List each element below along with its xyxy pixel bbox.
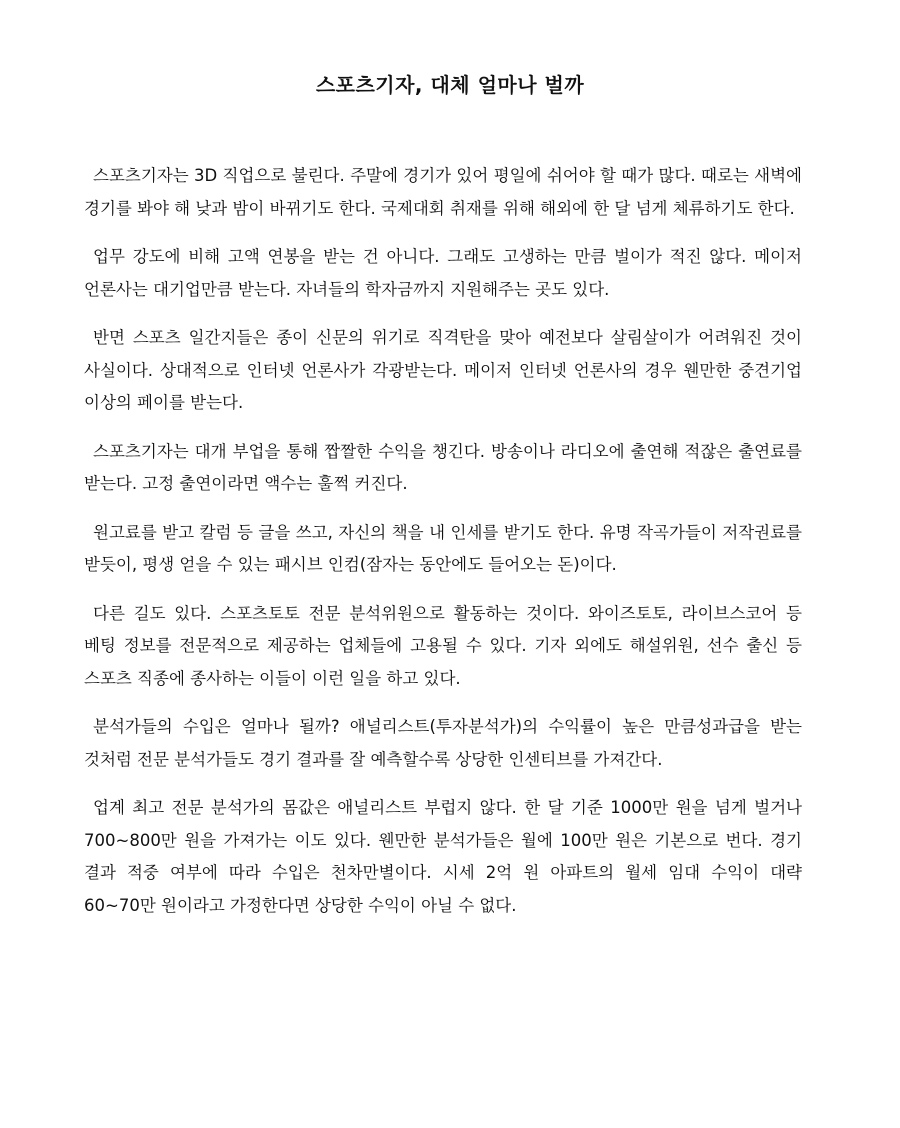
paragraph-2: 업무 강도에 비해 고액 연봉을 받는 건 아니다. 그래도 고생하는 만큼 벌이가 적진 않다. 메이저 언론사는 대기업만큼 받는다. 자녀들의 학자금까지 지원해주는 곳도 있다. [84, 247, 802, 299]
article-body [84, 160, 802, 938]
paragraph-6: 다른 길도 있다. 스포츠토토 전문 분석위원으로 활동하는 것이다. 와이즈토토, 라이브스코어 등 베팅 정보를 전문적으로 제공하는 업체들에 고용될 수 있다. 기자 외에도 해설위원, 선수 출신 등 스포츠 직종에 종사하는 이들이 이런 일을 하고 있다. [84, 603, 802, 688]
paragraph-8: 업계 최고 전문 분석가의 몸값은 애널리스트 부럽지 않다. 한 달 기준 1000만 원을 넘게 벌거나 700~800만 원을 가져가는 이도 있다. 웬만한 분석가들은 월에 100만 원은 기본으로 번다. 경기 결과 적중 여부에 따라 수입은 천차만별이다. 시세 2억 원 아파트의 월세 임대 수익이 대략 60~70만 원이라고 가정한다면 상당한 수익이 아닐 수 없다. [84, 798, 802, 915]
paragraph-1: 스포츠기자는 3D 직업으로 불린다. 주말에 경기가 있어 평일에 쉬어야 할 때가 많다. 때로는 새벽에 경기를 봐야 해 낮과 밤이 바뀌기도 한다. 국제대회 취재를 위해 해외에 한 달 넘게 체류하기도 한다. [84, 166, 802, 218]
paragraph-7: 분석가들의 수입은 얼마나 될까? 애널리스트(투자분석가)의 수익률이 높은 만큼성과급을 받는 것처럼 전문 분석가들도 경기 결과를 잘 예측할수록 상당한 인센티브를 가져간다. [84, 717, 802, 769]
document-title: 스포츠기자, 대체 얼마나 벌까 [315, 73, 585, 97]
paragraph-3: 반면 스포츠 일간지들은 종이 신문의 위기로 직격탄을 맞아 예전보다 살림살이가 어려워진 것이 사실이다. 상대적으로 인터넷 언론사가 각광받는다. 메이저 인터넷 언론사의 경우 웬만한 중견기업 이상의 페이를 받는다. [84, 328, 802, 412]
paragraph-5: 원고료를 받고 칼럼 등 글을 쓰고, 자신의 책을 내 인세를 받기도 한다. 유명 작곡가들이 저작권료를 받듯이, 평생 얻을 수 있는 패시브 인컴(잠자는 동안에도 들어오는 돈)이다. [84, 522, 802, 574]
paragraph-4: 스포츠기자는 대개 부업을 통해 짭짤한 수익을 챙긴다. 방송이나 라디오에 출연해 적잖은 출연료를 받는다. 고정 출연이라면 액수는 훌쩍 커진다. [84, 441, 802, 493]
